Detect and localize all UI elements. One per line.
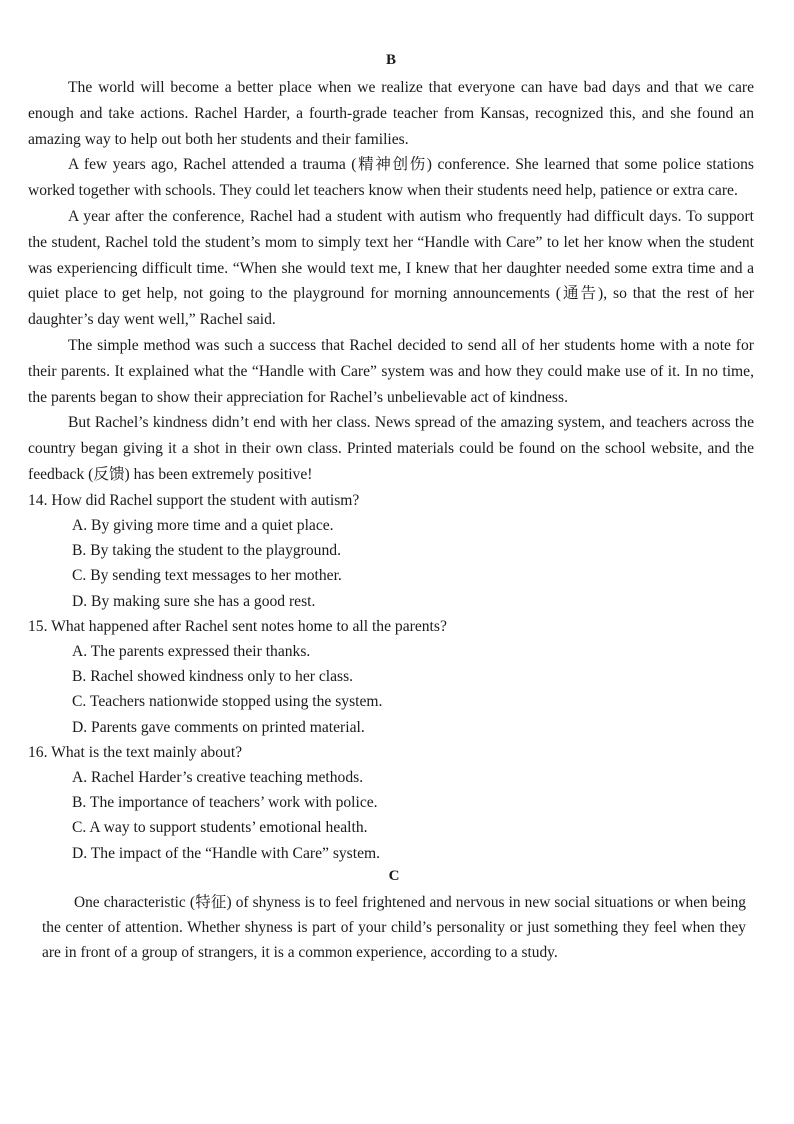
answer-option: D. Parents gave comments on printed material. — [72, 718, 365, 736]
passage-b-paragraph-1: The world will become a better place when we realize that everyone can have bad days and that we care enough and take actions. Rachel Harder, a fourth-grade teacher from Kansas, recognized this, and she found an amazing way to help out both her students and their families. — [28, 79, 754, 148]
answer-option: B. Rachel showed kindness only to her class. — [72, 668, 354, 686]
section-heading-c: C — [388, 867, 400, 884]
question-list — [28, 488, 754, 866]
question-14 — [28, 488, 754, 614]
passage-b-paragraph-2: A few years ago, Rachel attended a trauma (精神创伤) conference. She learned that some police stations worked together with schools. They could let teachers know when their students need help, patience or extra care. — [28, 156, 754, 200]
passage-b-paragraph-3: A year after the conference, Rachel had a student with autism who frequently had difficult days. To support the student, Rachel told the student’s mom to simply text her “Handle with Care” to let her know when the student was experiencing difficult time. “When she would text me, I knew that her daughter needed some extra time and a quiet place to get help, not going to the playground for morning announcements (通告), so that the rest of her daughter’s day went well,” Rachel said. — [28, 207, 754, 329]
question-stem: 16. What is the text mainly about? — [28, 743, 243, 761]
passage-b-paragraph-4: The simple method was such a success that Rachel decided to send all of her students home with a note for their parents. It explained what the “Handle with Care” system was and how they could make use of it. In no time, the parents began to show their appreciation for Rachel’s unbelievable act of kindness. — [28, 336, 754, 406]
answer-option: C. A way to support students’ emotional health. — [72, 819, 368, 837]
answer-option: A. Rachel Harder’s creative teaching methods. — [72, 768, 364, 786]
question-stem: 14. How did Rachel support the student with autism? — [28, 491, 360, 509]
answer-option: C. Teachers nationwide stopped using the system. — [72, 693, 383, 711]
section-heading-b: B — [385, 52, 396, 68]
answer-option: D. The impact of the “Handle with Care” system. — [72, 844, 381, 862]
passage-b-paragraph-5: But Rachel’s kindness didn’t end with her class. News spread of the amazing system, and teachers across the country began giving it a shot in their own class. Printed materials could be found on the school website, and the feedback (反馈) has been extremely positive! — [28, 414, 754, 483]
answer-option: A. The parents expressed their thanks. — [72, 642, 311, 660]
answer-option: C. By sending text messages to her mother. — [72, 567, 342, 585]
answer-option: D. By making sure she has a good rest. — [72, 592, 316, 610]
question-16 — [28, 740, 754, 866]
reading-passage-c — [28, 866, 754, 966]
answer-option: B. By taking the student to the playground. — [72, 542, 341, 560]
question-stem: 15. What happened after Rachel sent notes home to all the parents? — [28, 617, 447, 635]
reading-passage-b — [28, 50, 754, 488]
answer-option: A. By giving more time and a quiet place. — [72, 516, 334, 534]
answer-option: B. The importance of teachers’ work with police. — [72, 794, 378, 812]
passage-c-paragraph-1: One characteristic (特征) of shyness is to feel frightened and nervous in new social situations or when being the center of attention. Whether shyness is part of your child’s personality or just something they feel when they are in front of a group of strangers, it is a common experience, according to a study. — [42, 893, 746, 962]
question-15 — [28, 614, 754, 740]
